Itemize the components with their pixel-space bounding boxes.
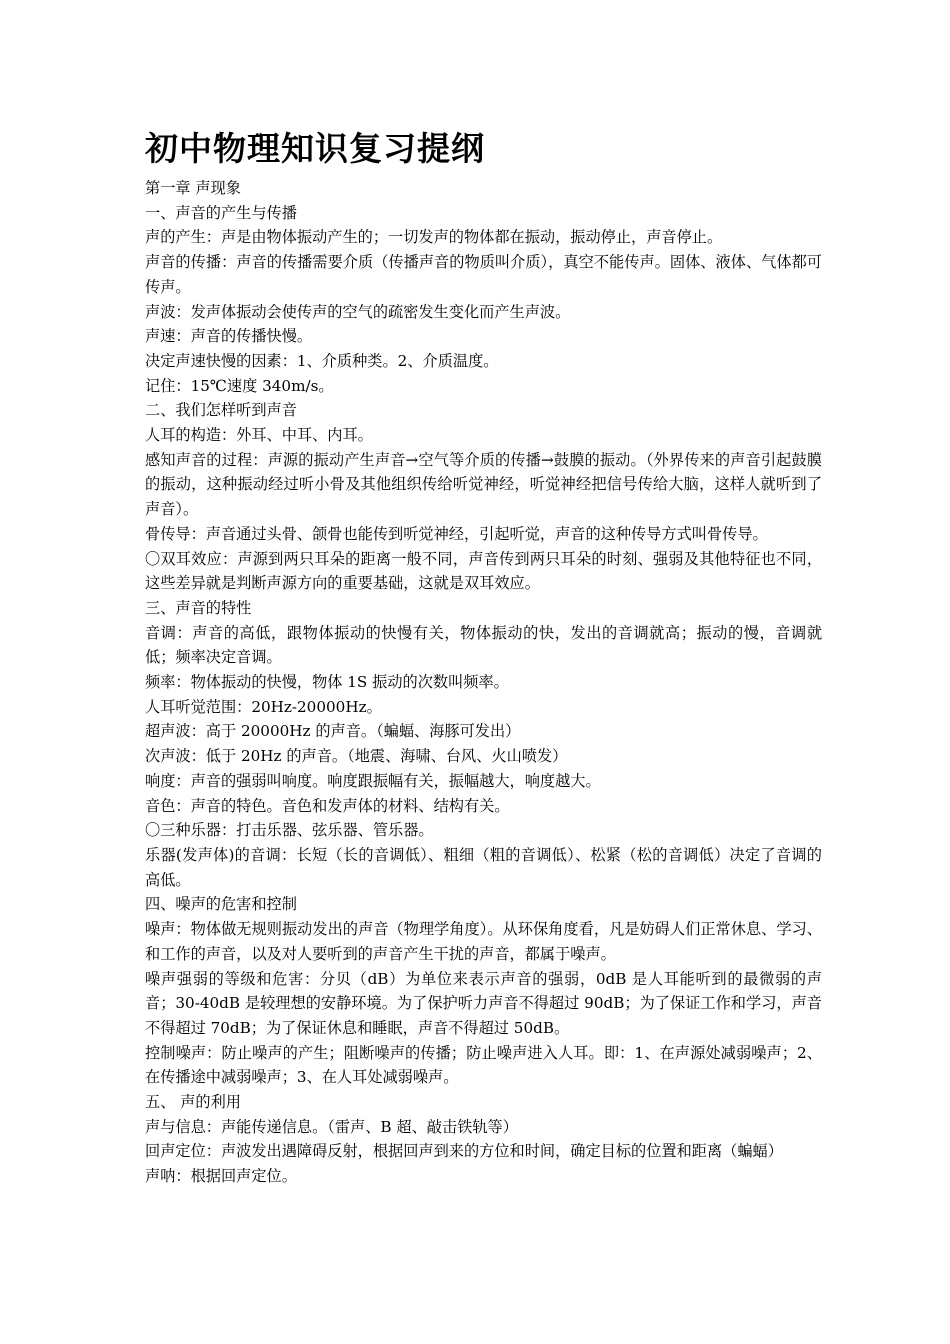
paragraph: 声与信息：声能传递信息。（雷声、B 超、敲击铁轨等） [145, 1117, 518, 1136]
paragraph: 记住：15℃速度 340m/s。 [145, 376, 334, 395]
paragraph: 人耳的构造：外耳、中耳、内耳。 [145, 426, 373, 445]
section-heading: 五、 声的利用 [145, 1093, 241, 1112]
paragraph: 回声定位：声波发出遇障碍反射，根据回声到来的方位和时间，确定目标的位置和距离（蝙蝠） [145, 1142, 783, 1161]
paragraph: 音色：声音的特色。音色和发声体的材料、结构有关。 [145, 796, 510, 815]
paragraph: 响度：声音的强弱叫响度。响度跟振幅有关，振幅越大，响度越大。 [145, 771, 601, 790]
chapter-heading: 第一章 声现象 [145, 179, 241, 197]
paragraph: 次声波：低于 20Hz 的声音。（地震、海啸、台风、火山喷发） [145, 747, 568, 766]
paragraph: 声呐：根据回声定位。 [145, 1167, 297, 1186]
paragraph: 人耳听觉范围：20Hz-20000Hz。 [145, 697, 382, 716]
section-heading: 一、声音的产生与传播 [145, 203, 297, 222]
paragraph: 声速：声音的传播快慢。 [145, 327, 313, 346]
paragraph: 感知声音的过程：声源的振动产生声音→空气等介质的传播→鼓膜的振动。（外界传来的声音引起鼓膜的振动，这种振动经过听小骨及其他组织传给听觉神经，听觉神经把信号传给大脑，这样人就听到了声音）。 [145, 450, 822, 519]
paragraph: 〇三种乐器：打击乐器、弦乐器、管乐器。 [145, 821, 434, 840]
paragraph: 声音的传播：声音的传播需要介质（传播声音的物质叫介质），真空不能传声。固体、液体、气体都可传声。 [145, 253, 822, 296]
paragraph: 噪声强弱的等级和危害：分贝（dB）为单位来表示声音的强弱，0dB 是人耳能听到的最微弱的声音；30-40dB 是较理想的安静环境。为了保护听力声音不得超过 90dB；为了保证工作和学习，声音不得超过 70dB；为了保证休息和睡眠，声音不得超过 50dB。 [145, 969, 822, 1037]
paragraph: 频率：物体振动的快慢，物体 1S 振动的次数叫频率。 [145, 673, 509, 692]
document-title: 初中物理知识复习提纲 [145, 129, 485, 168]
paragraph: 〇双耳效应：声源到两只耳朵的距离一般不同，声音传到两只耳朵的时刻、强弱及其他特征也不同，这些差异就是判断声源方向的重要基础，这就是双耳效应。 [145, 549, 822, 593]
paragraph: 声波：发声体振动会使传声的空气的疏密发生变化而产生声波。 [145, 302, 571, 321]
paragraph: 音调：声音的高低，跟物体振动的快慢有关，物体振动的快，发出的音调就高；振动的慢，音调就低；频率决定音调。 [145, 623, 822, 667]
paragraph: 控制噪声：防止噪声的产生；阻断噪声的传播；防止噪声进入人耳。即：1、在声源处减弱噪声；2、在传播途中减弱噪声；3、在人耳处减弱噪声。 [145, 1043, 822, 1087]
paragraph: 超声波：高于 20000Hz 的声音。（蝙蝠、海豚可发出） [145, 722, 521, 741]
paragraph: 声的产生：声是由物体振动产生的；一切发声的物体都在振动，振动停止，声音停止。 [145, 228, 723, 247]
paragraph: 噪声：物体做无规则振动发出的声音（物理学角度）。从环保角度看，凡是妨碍人们正常休息、学习、和工作的声音，以及对人要听到的声音产生干扰的声音，都属于噪声。 [145, 920, 822, 963]
section-heading: 三、声音的特性 [145, 598, 252, 617]
paragraph: 决定声速快慢的因素：1、介质种类。2、介质温度。 [145, 351, 499, 370]
section-heading: 四、噪声的危害和控制 [145, 895, 297, 914]
paragraph: 骨传导：声音通过头骨、颌骨也能传到听觉神经，引起听觉，声音的这种传导方式叫骨传导。 [145, 524, 768, 543]
paragraph: 乐器(发声体)的音调：长短（长的音调低）、粗细（粗的音调低）、松紧（松的音调低）决定了音调的高低。 [145, 845, 822, 889]
section-heading: 二、我们怎样听到声音 [145, 401, 297, 420]
